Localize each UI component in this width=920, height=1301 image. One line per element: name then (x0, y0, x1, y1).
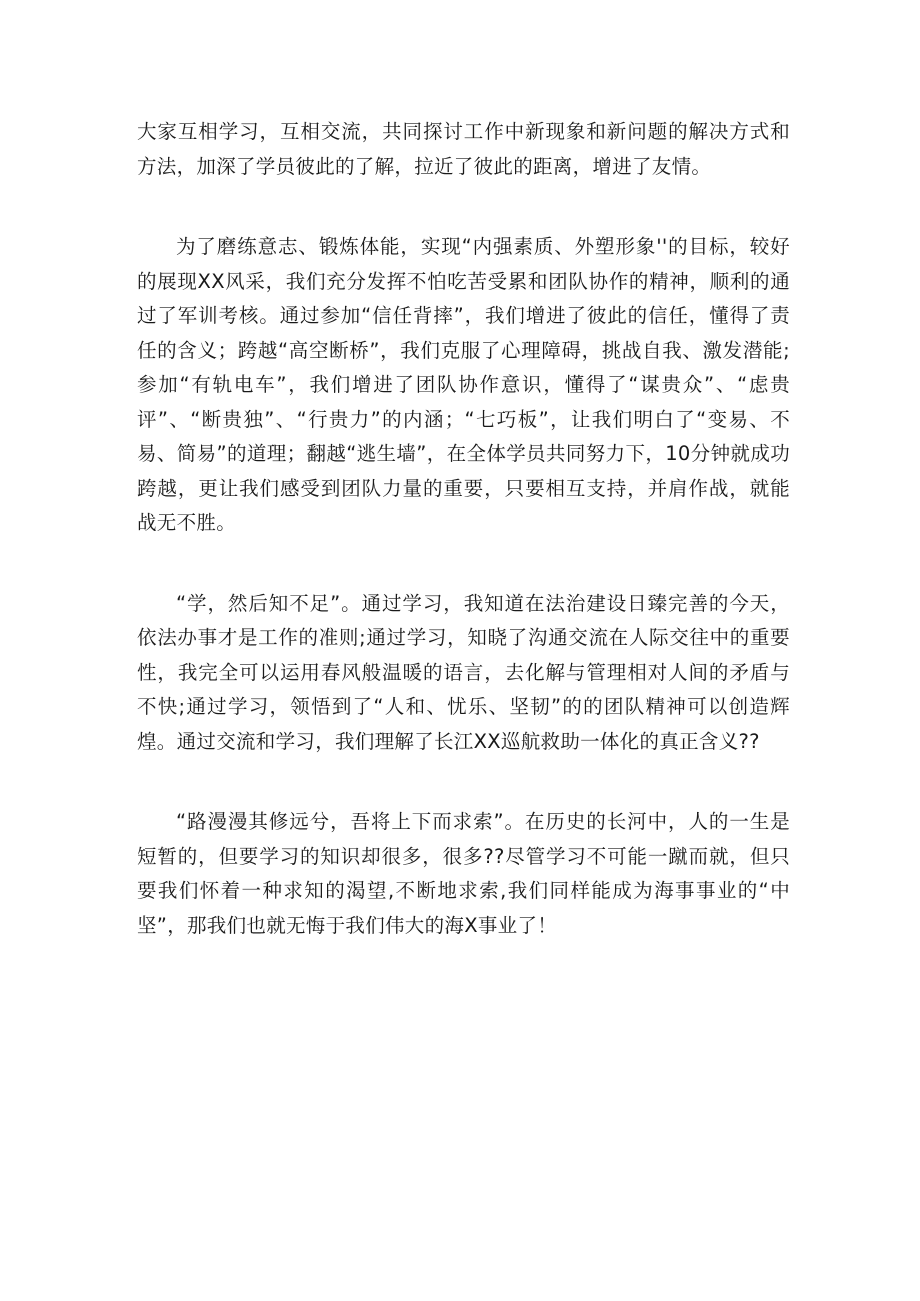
paragraph-continuation: 大家互相学习，互相交流，共同探讨工作中新现象和新问题的解决方式和方法，加深了学员彼此的了解，拉近了彼此的距离，增进了友情。 (137, 120, 790, 178)
paragraph-learning: “学，然后知不足”。通过学习，我知道在法治建设日臻完善的今天，依法办事才是工作的准则;通过学习，知晓了沟通交流在人际交往中的重要性，我完全可以运用春风般温暖的语言，去化解与管理相对人间的矛盾与不快;通过学习，领悟到了“人和、忧乐、坚韧”的的团队精神可以创造辉煌。通过交流和学习，我们理解了长江XX巡航救助一体化的真正含义?? (137, 591, 790, 753)
paragraph-military-training: 为了磨练意志、锻炼体能，实现“内强素质、外塑形象''的目标，较好的展现XX风采，我们充分发挥不怕吃苦受累和团队协作的精神，顺利的通过了军训考核。通过参加“信任背摔”，我们增进了彼此的信任，懂得了责任的含义；跨越“高空断桥”，我们克服了心理障碍，挑战自我、激发潜能;参加“有轨电车”，我们增进了团队协作意识，懂得了“谋贵众”、“虑贵评”、“断贵独”、“行贵力”的内涵；“七巧板”，让我们明白了“变易、不易、简易”的道理；翻越“逃生墙”，在全体学员共同努力下，10分钟就成功跨越，更让我们感受到团队力量的重要，只要相互支持，并肩作战，就能战无不胜。 (137, 235, 790, 534)
paragraph-closing: “路漫漫其修远兮，吾将上下而求索”。在历史的长河中，人的一生是短暂的，但要学习的知识却很多，很多??尽管学习不可能一蹴而就，但只要我们怀着一种求知的渴望,不断地求索,我们同样能成为海事事业的“中坚”，那我们也就无悔于我们伟大的海X事业了！ (137, 810, 790, 937)
document-body (137, 115, 790, 989)
